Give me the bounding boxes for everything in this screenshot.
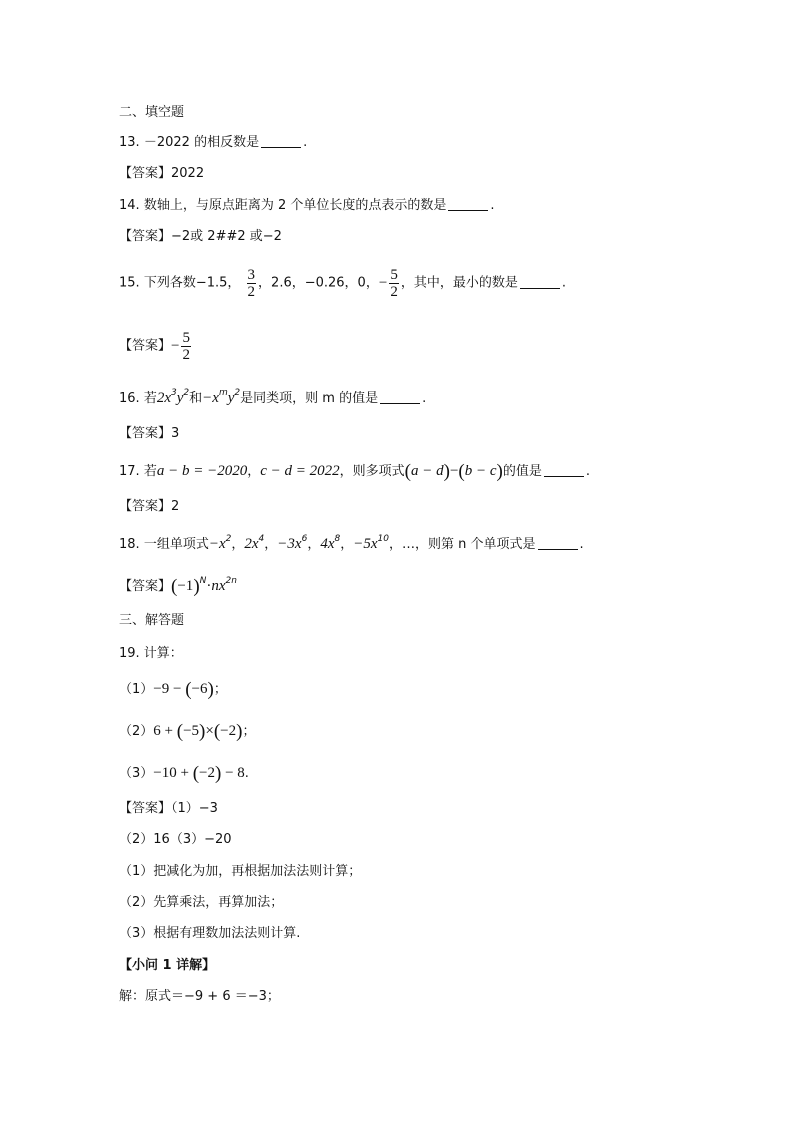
term-y: y: [227, 390, 235, 406]
q17-text1: ，则多项式: [339, 464, 405, 479]
minus-sign: −: [378, 275, 388, 291]
denominator: 2: [247, 283, 256, 300]
exp: 4: [258, 534, 265, 544]
q14-text: 数轴上，与原点距离为 2 个单位长度的点表示的数是: [143, 198, 447, 213]
q13-value: －2022: [143, 135, 190, 150]
answer-value: （1）−3: [171, 801, 218, 816]
analysis-line-3: （3）根据有理数加法法则计算.: [119, 926, 301, 941]
q17-number: 17.: [119, 464, 140, 479]
monomial-2: 2x: [244, 536, 259, 552]
monomial-3: −3x: [277, 536, 302, 552]
answer-13: [119, 165, 204, 183]
monomial-4: 4x: [320, 536, 335, 552]
q17-text2: 的值是: [502, 464, 542, 479]
fraction-3-over-2: [247, 267, 257, 300]
paren-expr-2: b − c: [464, 463, 497, 479]
exp: 6: [301, 534, 308, 544]
exp: 2: [183, 388, 190, 398]
end: .: [244, 766, 249, 781]
problem-19-3: （3）−10 + (−2) − 8.: [119, 763, 249, 784]
question-17: 17. 若a − b = −2020，c − d = 2022，则多项式(a − d)−(b − c)的值是 .: [119, 461, 590, 482]
q16-he: 和: [189, 391, 203, 406]
solution-line: 解：原式＝−9 + 6 ＝−3；: [119, 989, 280, 1004]
answer-blank: [380, 391, 420, 404]
q16-number: 16.: [119, 391, 140, 406]
minus-sign: −: [171, 338, 180, 354]
inner: −6: [191, 681, 208, 697]
answer-value: 2: [171, 499, 180, 514]
question-16: [119, 389, 426, 408]
problem-19-2: （2）6 + (−5)×(−2)；: [119, 721, 256, 742]
numerator: 5: [182, 329, 190, 346]
answer-label: 【答案】: [119, 229, 172, 244]
denominator: 2: [390, 283, 398, 300]
denominator: 2: [182, 346, 190, 363]
minus-sign: −: [449, 463, 459, 479]
question-18: 18. 一组单项式$-x^2$，$2x^4$，$-3x^6$，$4x^8$，$-5x^{10}$，…，则第 n 个单项式是 .: [119, 534, 584, 552]
inner-1: −5: [183, 723, 200, 739]
end: ；: [213, 682, 227, 697]
q17-end: .: [585, 464, 590, 479]
q18-text1: 一组单项式: [143, 537, 209, 552]
term-nx: nx: [211, 578, 226, 594]
q15-text2: ，2.6，−0.26，0，: [258, 275, 379, 291]
problem-label: （2）: [119, 724, 154, 739]
q15-text3: ，其中，最小的数是: [400, 275, 518, 291]
q13-number: 13.: [119, 135, 140, 150]
numerator: 5: [390, 266, 398, 283]
answer-14: [119, 228, 282, 246]
answer-blank: [538, 537, 578, 550]
fraction-5-over-2: [181, 330, 191, 363]
q14-end: .: [490, 198, 495, 213]
answer-blank: [544, 464, 584, 477]
exp: 10: [377, 534, 389, 544]
numerator: 3: [247, 266, 256, 283]
detail-title: 【小问 1 详解】: [119, 958, 216, 973]
question-14: [119, 197, 495, 215]
dot: ·: [206, 578, 212, 594]
q16-ruo: 若: [143, 391, 157, 406]
exp: 2: [234, 388, 241, 398]
answer-label: 【答案】: [119, 338, 172, 354]
problem-label: （3）: [119, 766, 154, 781]
times: ×: [205, 723, 214, 739]
exp: 2: [225, 534, 232, 544]
comma: ，: [247, 464, 261, 479]
term-2x: 2x: [156, 390, 172, 406]
equation-1: a − b = −2020: [156, 463, 248, 479]
q18-end: .: [579, 537, 584, 552]
answer-18: 【答案】$(-1)^N\cdot nx^{2n}$: [119, 576, 237, 597]
question-19-title: 19. 计算：: [119, 646, 183, 661]
answer-16: [119, 425, 179, 443]
answer-15: [119, 326, 193, 367]
q18-number: 18.: [119, 537, 140, 552]
q16-end: .: [422, 391, 427, 406]
problem-label: （1）: [119, 682, 154, 697]
exp: N: [199, 576, 207, 586]
question-13: [119, 134, 307, 152]
answer-value: 3: [171, 426, 180, 441]
exp: 2n: [225, 576, 237, 586]
fraction-5-over-2: [389, 267, 399, 300]
monomial-5: −5x: [353, 536, 378, 552]
question-15: [119, 263, 566, 304]
base: −1: [177, 578, 194, 594]
q14-number: 14.: [119, 198, 140, 213]
monomial-1: −x: [208, 536, 226, 552]
q16-text: 是同类项，则 m 的值是: [240, 391, 379, 406]
answer-blank: [520, 276, 560, 289]
inner: −2: [199, 765, 215, 781]
q18-text2: ，…，则第 n 个单项式是: [388, 537, 536, 552]
answer-19-line-1: [119, 800, 218, 818]
exp: 8: [334, 534, 341, 544]
answer-label: 【答案】: [119, 801, 172, 816]
equation-2: c − d = 2022: [260, 463, 340, 479]
answer-value: −2或 2##2 或−2: [171, 229, 282, 244]
end: ；: [242, 724, 256, 739]
analysis-line-2: （2）先算乘法，再算加法；: [119, 895, 284, 910]
paren-expr-1: a − d: [410, 463, 444, 479]
expr: −9 −: [153, 681, 186, 697]
expr: 6 +: [153, 723, 177, 739]
inner-2: −2: [220, 723, 237, 739]
analysis-line-1: （1）把减化为加，再根据加法法则计算；: [119, 864, 362, 879]
expr-tail: − 8: [221, 765, 245, 781]
exp: 3: [171, 388, 177, 398]
answer-label: 【答案】: [119, 426, 172, 441]
q13-end: .: [303, 135, 308, 150]
term-y: y: [176, 390, 184, 406]
answer-19-line-2: （2）16（3）−20: [119, 832, 232, 847]
answer-label: 【答案】: [119, 499, 172, 514]
expr: −10 +: [153, 765, 193, 781]
q15-end: .: [561, 275, 566, 291]
q15-text1: 下列各数−1.5，: [143, 275, 241, 291]
answer-label: 【答案】: [119, 579, 172, 594]
answer-blank: [261, 135, 301, 148]
exp: m: [218, 388, 228, 398]
answer-value: 2022: [171, 166, 205, 181]
answer-blank: [448, 198, 488, 211]
answer-17: [119, 498, 179, 516]
answer-label: 【答案】: [119, 166, 172, 181]
q17-ruo: 若: [143, 464, 157, 479]
q15-number: 15.: [119, 275, 140, 291]
section-title-solve: 三、解答题: [119, 613, 185, 628]
term-neg-x: −x: [202, 390, 219, 406]
section-title-fill-blank: 二、填空题: [119, 105, 185, 120]
problem-19-1: （1）−9 − (−6)；: [119, 679, 227, 700]
q13-text: 的相反数是: [194, 135, 260, 150]
